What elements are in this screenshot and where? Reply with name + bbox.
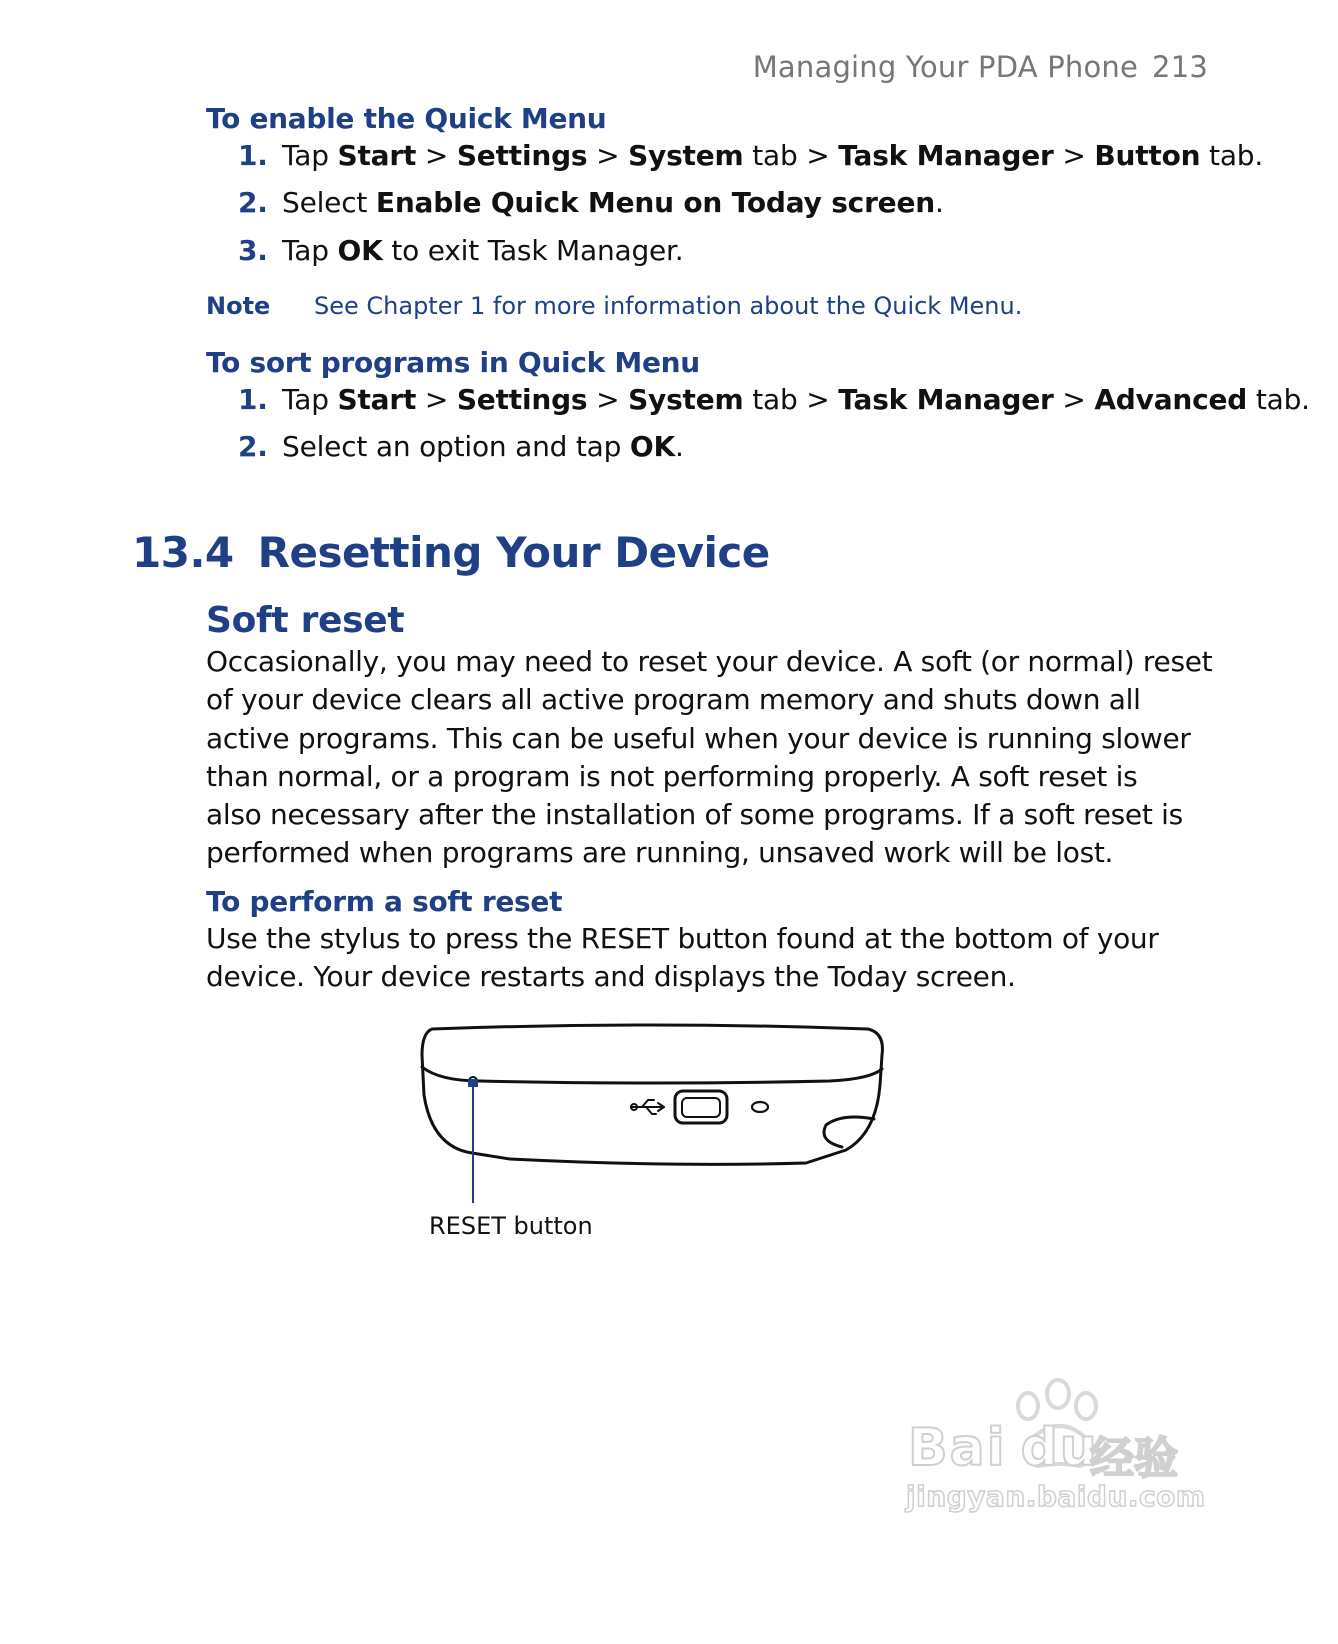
section-number: 13.4 — [132, 528, 234, 577]
device-bottom-illustration — [410, 1015, 900, 1215]
step-keyword: Task Manager — [838, 139, 1054, 172]
step-list-item — [238, 430, 684, 463]
step-keyword: OK — [337, 234, 383, 267]
step-text: > — [416, 139, 457, 172]
watermark-url: jingyan.baidu.com — [906, 1480, 1206, 1513]
paragraph-line: device. Your device restarts and displays the Today screen. — [206, 960, 1016, 994]
step-keyword: OK — [629, 430, 676, 463]
step-number: 2. — [238, 430, 268, 463]
step-text: > — [587, 139, 629, 172]
step-keyword: Settings — [456, 139, 588, 172]
paragraph-line: also necessary after the installation of some programs. If a soft reset is — [206, 798, 1183, 832]
device-body-outline — [422, 1025, 882, 1164]
page-number: 213 — [1152, 50, 1208, 84]
step-text: Tap — [282, 383, 338, 416]
paragraph-line: Occasionally, you may need to reset your device. A soft (or normal) reset — [206, 645, 1213, 678]
soft-reset-paragraph — [206, 643, 1216, 873]
soft-reset-heading: Soft reset — [206, 600, 405, 641]
step-number: 3. — [238, 234, 268, 267]
step-keyword: Start — [337, 383, 417, 416]
enable-quick-menu-heading: To enable the Quick Menu — [206, 102, 607, 135]
microphone-hole-icon — [752, 1102, 768, 1112]
step-list-item — [238, 234, 684, 267]
step-text: . — [935, 186, 944, 219]
step-text: tab > — [743, 139, 839, 172]
step-number: 1. — [238, 383, 268, 416]
step-text: tab. — [1200, 139, 1264, 172]
step-text: Select an option and tap — [282, 430, 630, 463]
step-text: tab > — [743, 383, 839, 416]
step-list-item — [238, 383, 1310, 416]
step-text: Select — [282, 186, 376, 219]
step-text: > — [416, 383, 457, 416]
step-keyword: Task Manager — [838, 383, 1054, 416]
step-text: > — [1053, 383, 1095, 416]
step-text: Tap — [282, 234, 338, 267]
step-keyword: Advanced — [1094, 383, 1248, 416]
header-title: Managing Your PDA Phone — [752, 50, 1139, 84]
note-text: See Chapter 1 for more information about the Quick Menu. — [314, 292, 1023, 320]
step-keyword: System — [628, 139, 744, 172]
step-text: > — [1053, 139, 1095, 172]
step-text: to exit Task Manager. — [382, 234, 684, 267]
paragraph-line: Use the stylus to press the RESET button found at the bottom of your — [206, 922, 1159, 955]
step-text: Tap — [282, 139, 338, 172]
step-keyword: Start — [337, 139, 417, 172]
step-text: > — [587, 383, 629, 416]
perform-soft-reset-heading: To perform a soft reset — [206, 885, 563, 918]
device-top-edge — [422, 1067, 882, 1083]
paragraph-line: of your device clears all active program memory and shuts down all — [206, 683, 1141, 717]
step-keyword: Button — [1094, 139, 1201, 172]
sort-programs-heading: To sort programs in Quick Menu — [206, 346, 700, 379]
step-keyword: Settings — [456, 383, 588, 416]
watermark-brand: Bai du — [908, 1418, 1099, 1478]
perform-soft-reset-paragraph — [206, 920, 1216, 997]
step-text: tab. — [1247, 383, 1310, 416]
page-header — [753, 50, 1208, 84]
step-keyword: System — [628, 383, 744, 416]
watermark-cn: 经验 — [1090, 1433, 1178, 1484]
step-number: 2. — [238, 186, 268, 219]
step-text: . — [675, 430, 684, 463]
paragraph-line: than normal, or a program is not performing properly. A soft reset is — [206, 759, 1138, 793]
step-list-item — [238, 139, 1263, 172]
usb-symbol-icon — [631, 1100, 664, 1114]
note-label: Note — [206, 292, 271, 320]
baidu-watermark — [900, 1378, 1210, 1518]
step-number: 1. — [238, 139, 268, 172]
figure-caption: RESET button — [429, 1212, 593, 1240]
paragraph-line: performed when programs are running, unsaved work will be lost. — [206, 836, 1114, 870]
step-keyword: Enable Quick Menu on Today screen — [375, 186, 935, 219]
section-title — [132, 528, 770, 577]
section-title-text: Resetting Your Device — [257, 528, 770, 577]
step-list-item — [238, 186, 944, 219]
paragraph-line: active programs. This can be useful when your device is running slower — [206, 721, 1191, 755]
